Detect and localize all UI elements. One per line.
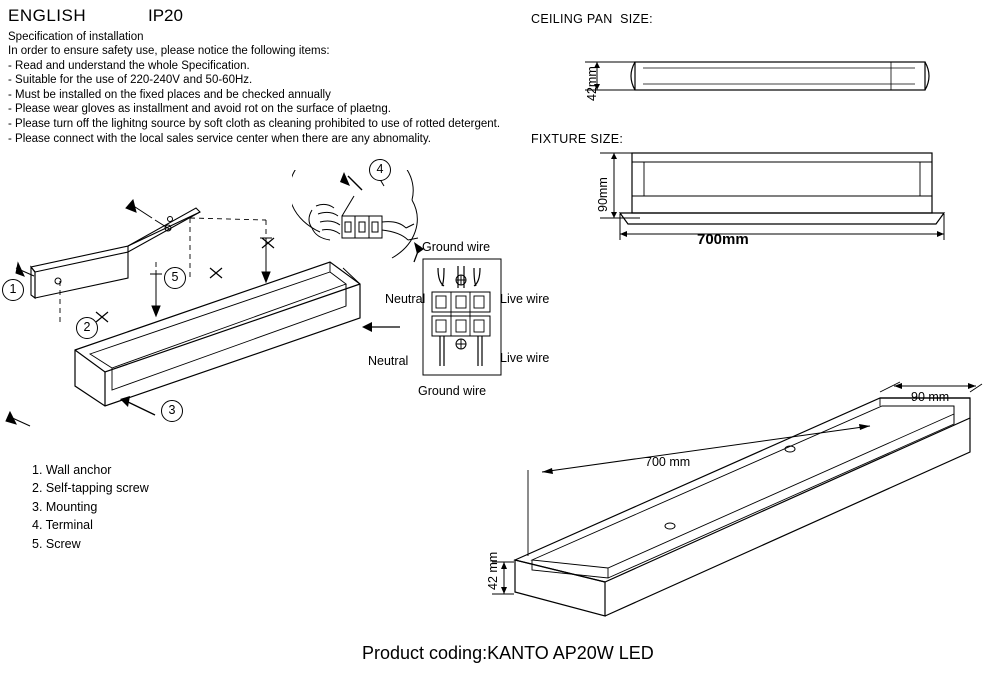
fixture-width-label: 700mm bbox=[697, 231, 749, 248]
live-wire-label-bottom: Live wire bbox=[500, 351, 550, 365]
legend-item: 3. Mounting bbox=[32, 499, 98, 514]
legend-item: 4. Terminal bbox=[32, 518, 93, 533]
callout-bubble-3: 3 bbox=[161, 400, 183, 422]
language-title: ENGLISH bbox=[8, 6, 87, 25]
fixture-size-label: FIXTURE SIZE: bbox=[531, 132, 624, 146]
callout-bubble-5: 5 bbox=[164, 267, 186, 289]
specification-heading: Specification of installation bbox=[8, 31, 144, 43]
parts-legend bbox=[32, 461, 149, 553]
isometric-length-label: 700 mm bbox=[645, 455, 691, 469]
specification-list bbox=[8, 44, 500, 146]
isometric-depth-label: 90 mm bbox=[911, 390, 950, 404]
fixture-height-label: 90mm bbox=[596, 177, 610, 212]
callout-bubble-2: 2 bbox=[76, 317, 98, 339]
callout-bubble-1: 1 bbox=[2, 279, 24, 301]
isometric-product-drawing bbox=[470, 370, 990, 630]
ground-wire-label-bottom: Ground wire bbox=[418, 384, 487, 398]
spec-item: - Please connect with the local sales service center when there are any abnomality. bbox=[8, 132, 431, 145]
legend-item: 2. Self-tapping screw bbox=[32, 481, 149, 496]
callout-bubble-4: 4 bbox=[369, 159, 391, 181]
spec-intro: In order to ensure safety use, please notice the following items: bbox=[8, 45, 330, 57]
terminal-block-diagram bbox=[422, 258, 502, 376]
fixture-size-drawing bbox=[600, 148, 970, 243]
ground-wire-label-top: Ground wire bbox=[422, 240, 491, 254]
spec-item: - Read and understand the whole Specification. bbox=[8, 59, 250, 72]
isometric-height-label: 42 mm bbox=[486, 551, 500, 590]
neutral-label-top: Neutral bbox=[385, 292, 426, 306]
product-coding-label: Product coding:KANTO AP20W LED bbox=[362, 643, 654, 663]
ceiling-pan-size-label: CEILING PAN SIZE: bbox=[531, 12, 653, 26]
ip-rating-title: IP20 bbox=[148, 6, 183, 25]
spec-item: - Suitable for the use of 220-240V and 50-60Hz. bbox=[8, 74, 253, 87]
ceiling-pan-drawing bbox=[575, 40, 975, 115]
spec-item: - Please wear gloves as installment and avoid rot on the surface of plaetng. bbox=[8, 103, 391, 116]
spec-item: - Must be installed on the fixed places and be checked annually bbox=[8, 88, 331, 101]
legend-item: 1. Wall anchor bbox=[32, 463, 112, 477]
ceiling-pan-height-label: 42mm bbox=[585, 66, 599, 101]
live-wire-label-top: Live wire bbox=[500, 292, 550, 306]
spec-item: - Please turn off the lighitng source by soft cloth as cleaning prohibited to use of rotted detergent. bbox=[8, 117, 501, 130]
neutral-label-bottom: Neutral bbox=[368, 354, 409, 368]
legend-item: 5. Screw bbox=[32, 536, 81, 551]
